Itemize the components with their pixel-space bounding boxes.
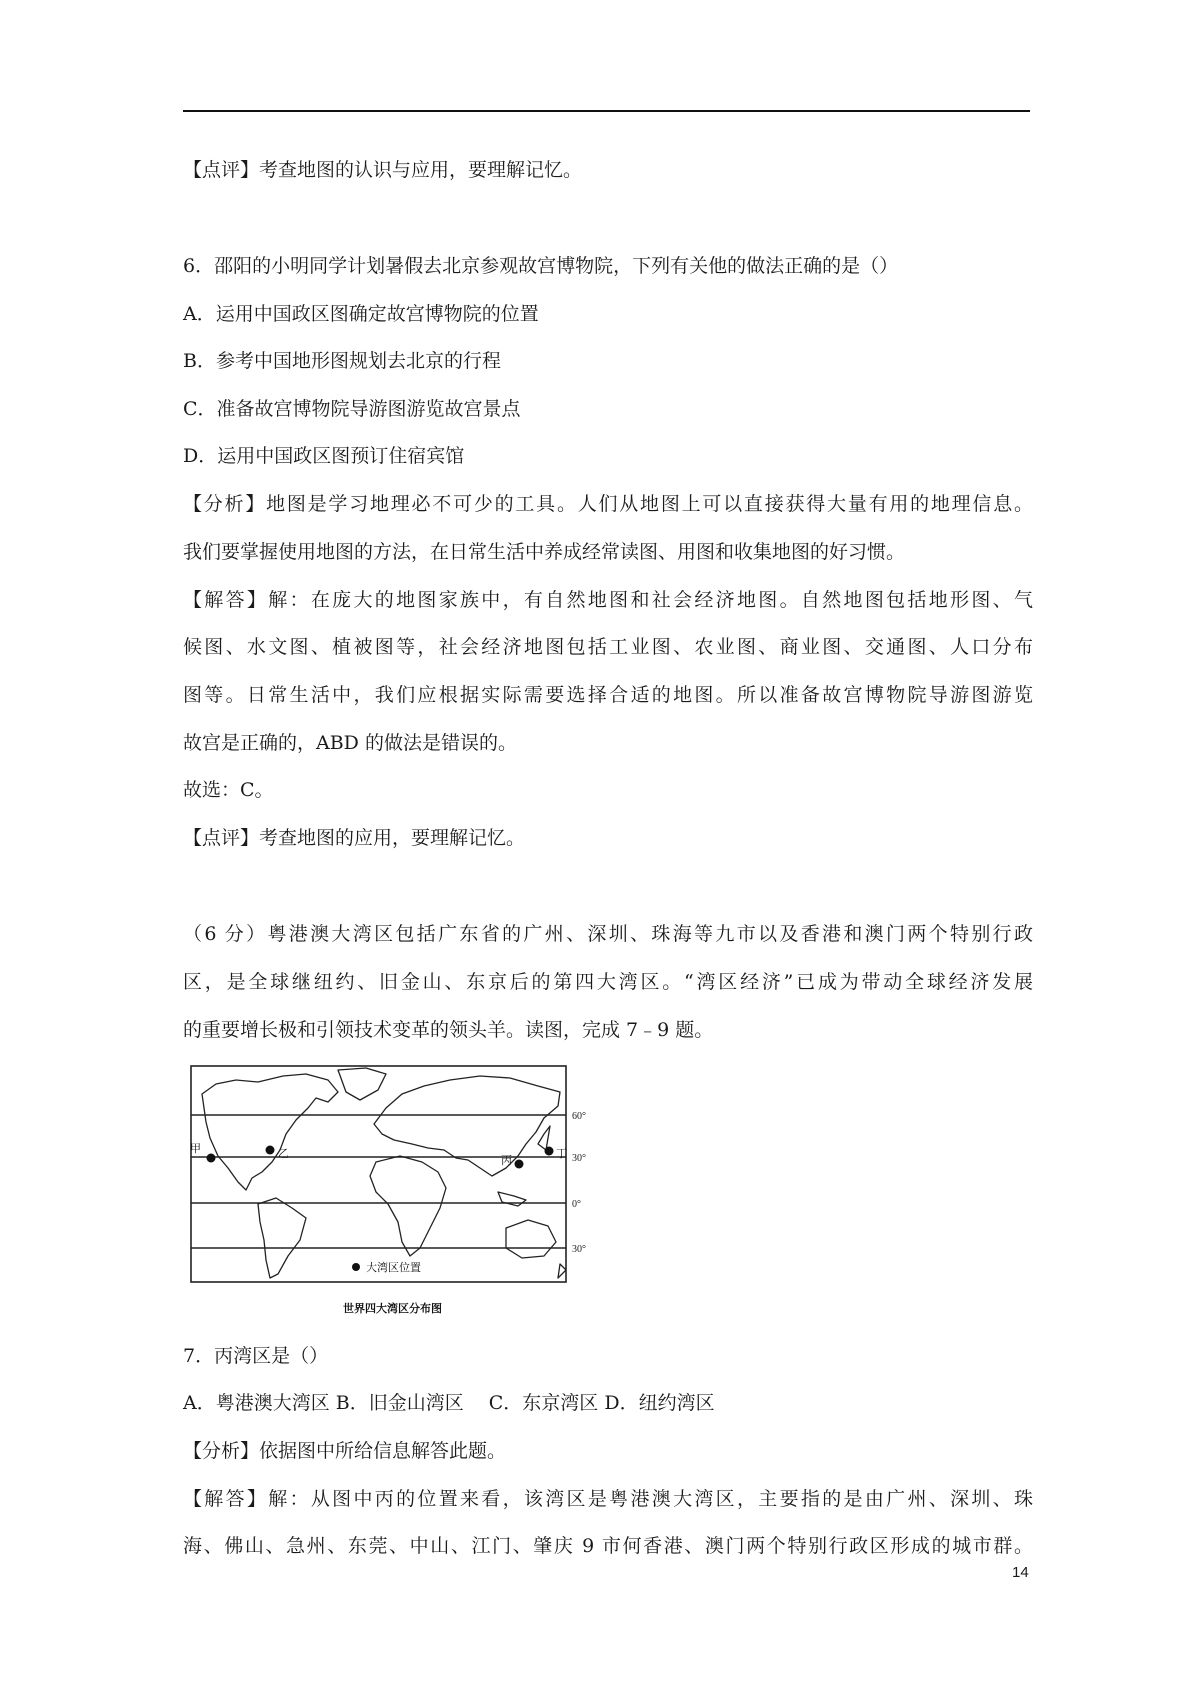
text-line: 区，是全球继纽约、旧金山、东京后的第四大湾区。“湾区经济”已成为带动全球经济发展 xyxy=(183,971,1033,993)
text-line: 【解答】解：从图中丙的位置来看，该湾区是粤港澳大湾区，主要指的是由广州、深圳、珠 xyxy=(183,1488,1033,1510)
lat-label-equator: 0° xyxy=(572,1199,581,1210)
text-line: 【分析】地图是学习地理必不可少的工具。人们从地图上可以直接获得大量有用的地理信息。 xyxy=(183,493,1033,515)
legend-label: 大湾区位置 xyxy=(366,1261,421,1274)
text-line: A．粤港澳大湾区 B．旧金山湾区 C．东京湾区 D．纽约湾区 xyxy=(183,1392,715,1414)
header-rule xyxy=(183,110,1030,112)
text-line: 候图、水文图、植被图等，社会经济地图包括工业图、农业图、商业图、交通图、人口分布 xyxy=(183,636,1033,658)
text-line: （6 分）粤港澳大湾区包括广东省的广州、深圳、珠海等九市以及香港和澳门两个特别行政 xyxy=(183,923,1033,945)
text-line: 【分析】依据图中所给信息解答此题。 xyxy=(183,1440,507,1462)
point-jia-label: 甲 xyxy=(190,1142,201,1155)
text-line: 7．丙湾区是（） xyxy=(183,1345,329,1367)
text-line: 6．邵阳的小明同学计划暑假去北京参观故宫博物院，下列有关他的做法正确的是（） xyxy=(183,255,899,277)
text-line: 故选：C。 xyxy=(183,779,274,801)
lat-label-30n: 30° xyxy=(572,1153,586,1164)
point-ding-marker xyxy=(545,1147,554,1156)
lat-label-30s: 30° xyxy=(572,1244,586,1255)
point-bing-marker xyxy=(515,1160,524,1169)
text-line: 图等。日常生活中，我们应根据实际需要选择合适的地图。所以准备故宫博物院导游图游览 xyxy=(183,684,1033,706)
point-jia-marker xyxy=(207,1154,216,1163)
legend-marker xyxy=(352,1263,360,1271)
text-line: 【点评】考查地图的认识与应用，要理解记忆。 xyxy=(183,159,583,181)
point-yi-marker xyxy=(266,1146,275,1155)
page-number: 14 xyxy=(1012,1564,1029,1581)
world-bay-areas-map xyxy=(188,1064,600,1324)
text-line: B．参考中国地形图规划去北京的行程 xyxy=(183,350,501,372)
text-line: 的重要增长极和引领技术变革的领头羊。读图，完成 7﹣9 题。 xyxy=(183,1019,714,1041)
text-line: 海、佛山、急州、东莞、中山、江门、肇庆 9 市何香港、澳门两个特别行政区形成的城市群。 xyxy=(183,1535,1033,1557)
text-line: 【解答】解：在庞大的地图家族中，有自然地图和社会经济地图。自然地图包括地形图、气 xyxy=(183,589,1033,611)
text-line: C．准备故宫博物院导游图游览故宫景点 xyxy=(183,398,521,420)
point-ding-label: 丁 xyxy=(556,1147,567,1160)
map-caption: 世界四大湾区分布图 xyxy=(343,1302,442,1315)
point-bing-label: 丙 xyxy=(501,1154,512,1167)
text-line: D．运用中国政区图预订住宿宾馆 xyxy=(183,445,465,467)
lat-label-60n: 60° xyxy=(572,1111,586,1122)
text-line: 我们要掌握使用地图的方法，在日常生活中养成经常读图、用图和收集地图的好习惯。 xyxy=(183,541,906,563)
text-line: A．运用中国政区图确定故宫博物院的位置 xyxy=(183,303,539,325)
point-yi-label: 乙 xyxy=(278,1147,289,1160)
text-line: 故宫是正确的，ABD 的做法是错误的。 xyxy=(183,732,517,754)
text-line: 【点评】考查地图的应用，要理解记忆。 xyxy=(183,827,526,849)
